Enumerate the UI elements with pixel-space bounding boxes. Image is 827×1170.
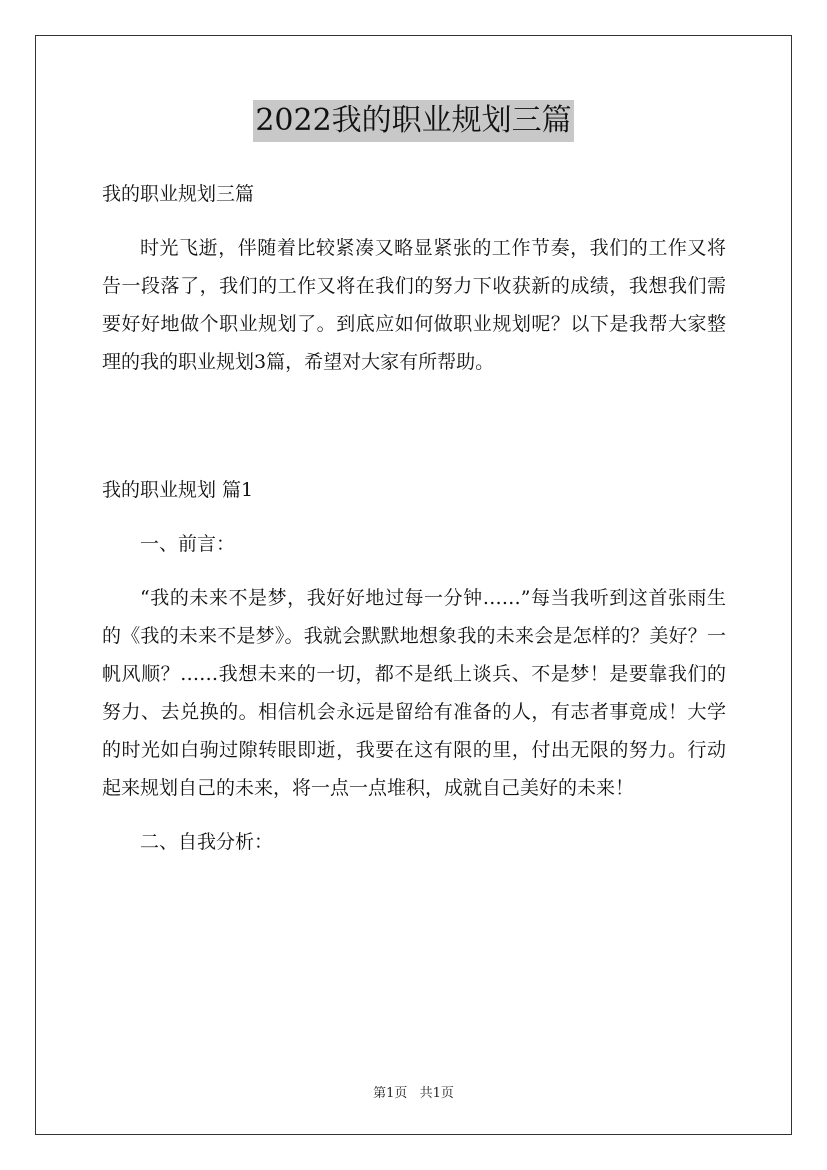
page-footer [0,1082,827,1101]
document-title: 2022我的职业规划三篇 [253,100,573,142]
self-analysis-heading: 二、自我分析： [140,831,274,853]
document-body [102,175,726,861]
preface-paragraph: “我的未来不是梦，我好好地过每一分钟……”每当我听到这首张雨生的《我的未来不是梦》。我就会默默地想象我的未来会是怎样的？美好？一帆风顺？……我想未来的一切，都不是纸上谈兵、不是梦！是要靠我们的努力、去兑换的。相信机会永远是留给有准备的人，有志者事竟成！大学的时光如白驹过隙转眼即逝，我要在这有限的里，付出无限的努力。行动起来规划自己的未来，将一点一点堆积，成就自己美好的未来！ [102,587,726,799]
page-number: 第1页 [373,1086,408,1101]
title-container [0,100,827,142]
page-total: 共1页 [419,1086,454,1101]
preface-heading: 一、前言： [140,533,236,555]
section-heading: 我的职业规划 篇1 [102,479,254,501]
intro-paragraph: 时光飞逝，伴随着比较紧凑又略显紧张的工作节奏，我们的工作又将告一段落了，我们的工作又将在我们的努力下收获新的成绩，我想我们需要好好地做个职业规划了。到底应如何做职业规划呢？以下是我帮大家整理的我的职业规划3篇，希望对大家有所帮助。 [102,237,726,373]
subtitle-paragraph: 我的职业规划三篇 [102,183,255,205]
